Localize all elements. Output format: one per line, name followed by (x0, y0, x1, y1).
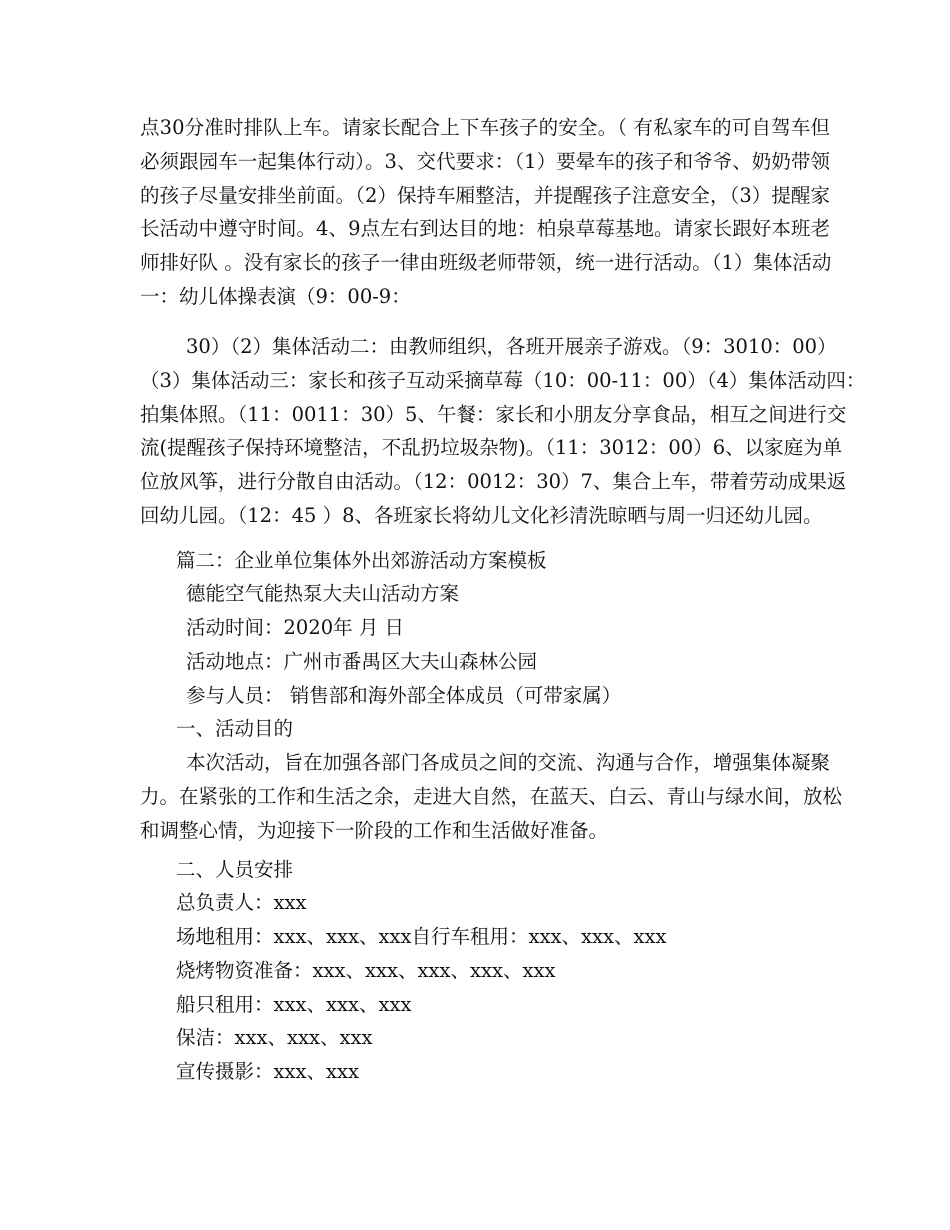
staff-item: 船只租用：xxx、xxx、xxx (176, 993, 412, 1016)
text-line: 力。在紧张的工作和生活之余，走进大自然，在蓝天、白云、青山与绿水间，放松 (140, 784, 843, 808)
text-line: 本次活动，旨在加强各部门各成员之间的交流、沟通与合作，增强集体凝聚 (186, 751, 830, 774)
section-title-purpose: 一、活动目的 (176, 717, 294, 740)
text-line: （3）集体活动三：家长和孩子互动采摘草莓（10：00-11：00）（4）集体活动四： (140, 368, 866, 392)
text-line: 的孩子尽量安排坐前面。（2）保持车厢整洁，并提醒孩子注意安全，（3）提醒家 (140, 183, 830, 207)
text-line: 30）（2）集体活动二：由教师组织，各班开展亲子游戏。（9：3010：00） (186, 335, 837, 358)
text-line: 点30分准时排队上车。请家长配合上下车孩子的安全。（ 有私家车的可自驾车但 (140, 116, 830, 139)
plan-title: 德能空气能热泵大夫山活动方案 (186, 582, 460, 605)
text-line: 必须跟园车一起集体行动）。3、交代要求：（1）要晕车的孩子和爷爷、奶奶带领 (140, 149, 830, 173)
activity-time: 活动时间：2020年 月 日 (186, 616, 405, 639)
participants: 参与人员： 销售部和海外部全体成员（可带家属） (186, 684, 622, 707)
text-line: 拍集体照。（11：0011：30）5、午餐：家长和小朋友分享食品，相互之间进行交 (140, 402, 847, 426)
text-line: 长活动中遵守时间。4、9点左右到达目的地：柏泉草莓基地。请家长跟好本班老 (140, 217, 830, 241)
staff-item: 总负责人：xxx (176, 891, 307, 914)
text-line: 师排好队 。没有家长的孩子一律由班级老师带领，统一进行活动。（1）集体活动 (140, 251, 832, 275)
text-line: 位放风筝，进行分散自由活动。（12：0012：30）7、集合上车，带着劳动成果返 (140, 470, 847, 494)
staff-item: 烧烤物资准备：xxx、xxx、xxx、xxx、xxx (176, 959, 556, 982)
staff-item: 场地租用：xxx、xxx、xxx自行车租用：xxx、xxx、xxx (176, 925, 667, 948)
section-title-staff: 二、人员安排 (176, 858, 294, 881)
text-line: 和调整心情，为迎接下一阶段的工作和生活做好准备。 (140, 818, 609, 842)
staff-item: 宣传摄影：xxx、xxx (176, 1060, 359, 1083)
text-line: 流(提醒孩子保持环境整洁，不乱扔垃圾杂物)。（11：3012：00）6、以家庭为单 (140, 436, 843, 460)
paragraph-schedule-part2 (140, 330, 866, 533)
paragraph-purpose (140, 746, 843, 847)
heading-part-two: 篇二：企业单位集体外出郊游活动方案模板 (176, 549, 547, 572)
paragraph-schedule-part1 (140, 111, 830, 314)
staff-item: 保洁：xxx、xxx、xxx (176, 1026, 373, 1049)
text-line: 回幼儿园。（12：45 ）8、各班家长将幼儿文化衫清洗晾晒与周一归还幼儿园。 (140, 503, 823, 527)
text-line: 一：幼儿体操表演（9：00-9： (140, 284, 411, 308)
activity-place: 活动地点：广州市番禺区大夫山森林公园 (186, 650, 538, 673)
